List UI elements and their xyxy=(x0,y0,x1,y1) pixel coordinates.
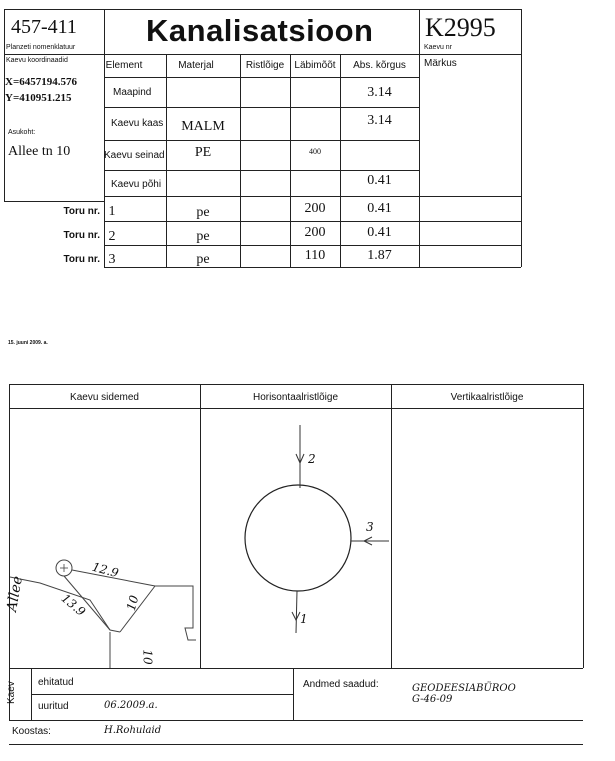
surveyed-label: uuritud xyxy=(38,701,69,712)
sketch-street-label: Allee xyxy=(4,574,26,613)
data-from-value-1: GEODEESIABÜROO xyxy=(412,683,516,694)
well-number: K2995 xyxy=(425,13,496,42)
pipe-2-label: 2 xyxy=(308,452,316,466)
date-note: 15. juuni 2009. a. xyxy=(8,340,48,346)
pipe-label: Toru nr. xyxy=(63,230,100,241)
map-number-label: Planzeti nomenklatuur xyxy=(6,44,76,51)
pipe-material: pe xyxy=(196,205,210,220)
pipe-abs-height: 0.41 xyxy=(367,225,392,240)
pipe-material: pe xyxy=(196,252,210,267)
footer-side-divider xyxy=(31,668,32,720)
sketch-measure-3: 10 xyxy=(123,593,142,613)
footer-divider xyxy=(293,668,294,720)
built-label: ehitatud xyxy=(38,677,74,688)
coord-y: Y=410951.215 xyxy=(5,92,72,104)
hdr-material: Materjal xyxy=(178,60,214,71)
well-number-label: Kaevu nr xyxy=(424,44,453,51)
location-value: Allee tn 10 xyxy=(8,144,71,159)
coord-x: X=6457194.576 xyxy=(5,76,77,88)
cell-lid-height: 3.14 xyxy=(367,113,392,128)
cell-walls-material: PE xyxy=(194,145,212,160)
pipe-3-label: 3 xyxy=(366,520,374,534)
row-label-walls: Kaevu seinad xyxy=(104,150,165,161)
cell-bottom-height: 0.41 xyxy=(367,173,392,188)
cell-lid-material: MALM xyxy=(181,119,225,134)
hdr-element: Element xyxy=(105,60,143,71)
pipe-number: 3 xyxy=(108,252,116,267)
pipe-diameter: 200 xyxy=(304,201,326,216)
map-number: 457-411 xyxy=(11,16,77,38)
footer-side-label: Kaev xyxy=(6,681,17,704)
data-from-label: Andmed saadud: xyxy=(303,679,379,690)
row-label-bottom: Kaevu põhi xyxy=(111,179,162,190)
pipe-1-line xyxy=(296,591,297,633)
row-label-lid: Kaevu kaas xyxy=(111,118,164,129)
pipe-number: 1 xyxy=(108,204,116,219)
footer-mid xyxy=(31,694,293,695)
footer-line xyxy=(9,720,583,721)
well-circle-icon xyxy=(245,485,351,591)
col-title-horizontal: Horisontaalristlõige xyxy=(252,392,339,403)
coords-label: Kaevu koordinaadid xyxy=(6,57,68,64)
pipe-material: pe xyxy=(196,229,210,244)
sketch-building-corner xyxy=(155,586,196,640)
hdr-abs-height: Abs. kõrgus xyxy=(353,60,406,71)
hdr-cross-section: Ristlõige xyxy=(245,60,285,71)
pipe-abs-height: 0.41 xyxy=(367,201,392,216)
sketch-measure-2: 13.9 xyxy=(58,591,89,619)
compiled-label: Koostas: xyxy=(12,726,51,737)
hdr-diameter: Läbimõõt xyxy=(294,60,336,71)
pipe-diameter: 200 xyxy=(304,225,326,240)
location-label: Asukoht: xyxy=(8,129,36,136)
pipe-abs-height: 1.87 xyxy=(367,248,392,263)
hdr-remarks: Märkus xyxy=(424,58,457,69)
pipe-1-label: 1 xyxy=(300,612,308,626)
col-title-connections: Kaevu sidemed xyxy=(70,392,139,403)
sketch-measure-4: 10 xyxy=(140,649,155,665)
data-from-value-2: G-46-09 xyxy=(412,694,453,705)
pipe-label: Toru nr. xyxy=(63,206,100,217)
cell-ground-height: 3.14 xyxy=(367,85,392,100)
cell-walls-diameter: 400 xyxy=(309,147,321,156)
surveyed-value: 06.2009.a. xyxy=(104,700,158,711)
sketch-measure-1: 12.9 xyxy=(90,559,121,581)
pipe-label: Toru nr. xyxy=(63,254,100,265)
pipe-diameter: 110 xyxy=(304,248,326,263)
compiled-value: H.Rohulaid xyxy=(104,725,162,736)
row-label-ground: Maapind xyxy=(113,87,152,98)
col-title-vertical: Vertikaalristlõige xyxy=(450,392,524,403)
page-title: Kanalisatsioon xyxy=(146,13,374,48)
footer-bottom xyxy=(9,744,583,745)
footer-top xyxy=(9,668,583,669)
pipe-number: 2 xyxy=(108,229,116,244)
